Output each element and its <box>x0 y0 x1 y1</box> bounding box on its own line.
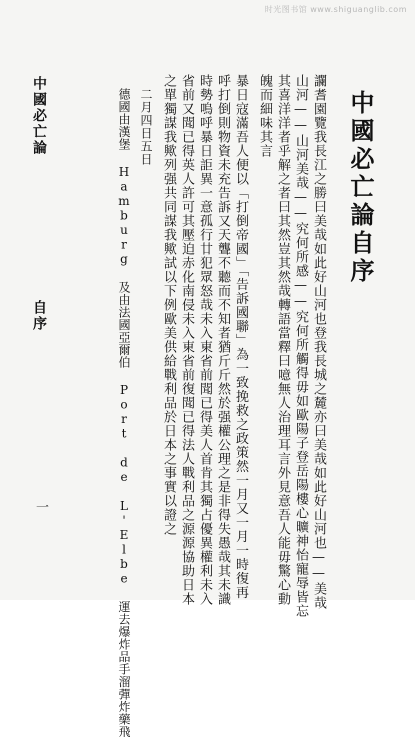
text-column: 呼打倒則物資未充告訴又天聾不聽而不知者猶斤斤然於强權公理之是非得失愚哉其未識 <box>215 74 230 606</box>
text-column: 時勢嗚呼暴日詎異一意孤行廿犯眾怒哉未入東省前聞已得美人首肯其獨占優異權利未入 <box>197 74 212 606</box>
running-head-section: 自序 <box>31 300 47 332</box>
page-title: 中國必亡論自序 <box>346 90 375 286</box>
page-number: 一 <box>33 500 48 513</box>
text-column: 暴日寇滿吾人便以「打倒帝國」「告訴國聯」為一致挽救之政策然一月又一月一時復再 <box>233 74 248 600</box>
preface-date: 二月四日五日 <box>139 88 153 166</box>
running-head-title: 中國必亡論 <box>31 76 47 156</box>
text-column: 魄而細味其言 <box>257 74 272 158</box>
watermark: 时光图书馆 www.shiguanglib.com <box>264 5 407 14</box>
text-column: 省前又聞已得英人許可其壓迫赤化南侵未入東省前復聞已得法人戰利品之源源協助日本 <box>179 74 194 606</box>
text-column: 讕耆園覽我長江之勝曰美哉如此好山河也登我長城之麓亦曰美哉如此好山河也——美哉 <box>311 74 326 610</box>
text-column: 其喜洋洋者乎解之者曰其然豈其然哉轉語當釋曰噫無人治理耳言外見意吾人能毋驚心動 <box>275 74 290 606</box>
text-column: 之單獨謀我歟列强共同謀我歟試以下例歐美供給戰利品於日本之事實以證之 <box>161 74 176 536</box>
footnote-text: 德國由漢堡 Hamburg 及由法國亞爾伯 Port de L'Elbe 運去爆炸品手溜彈炸藥飛 <box>117 88 131 738</box>
text-column: 山河——山河美哉——究何所感——究何所觸得毋如歐陽子登岳陽樓心曠神怡寵辱皆忘 <box>293 74 308 618</box>
